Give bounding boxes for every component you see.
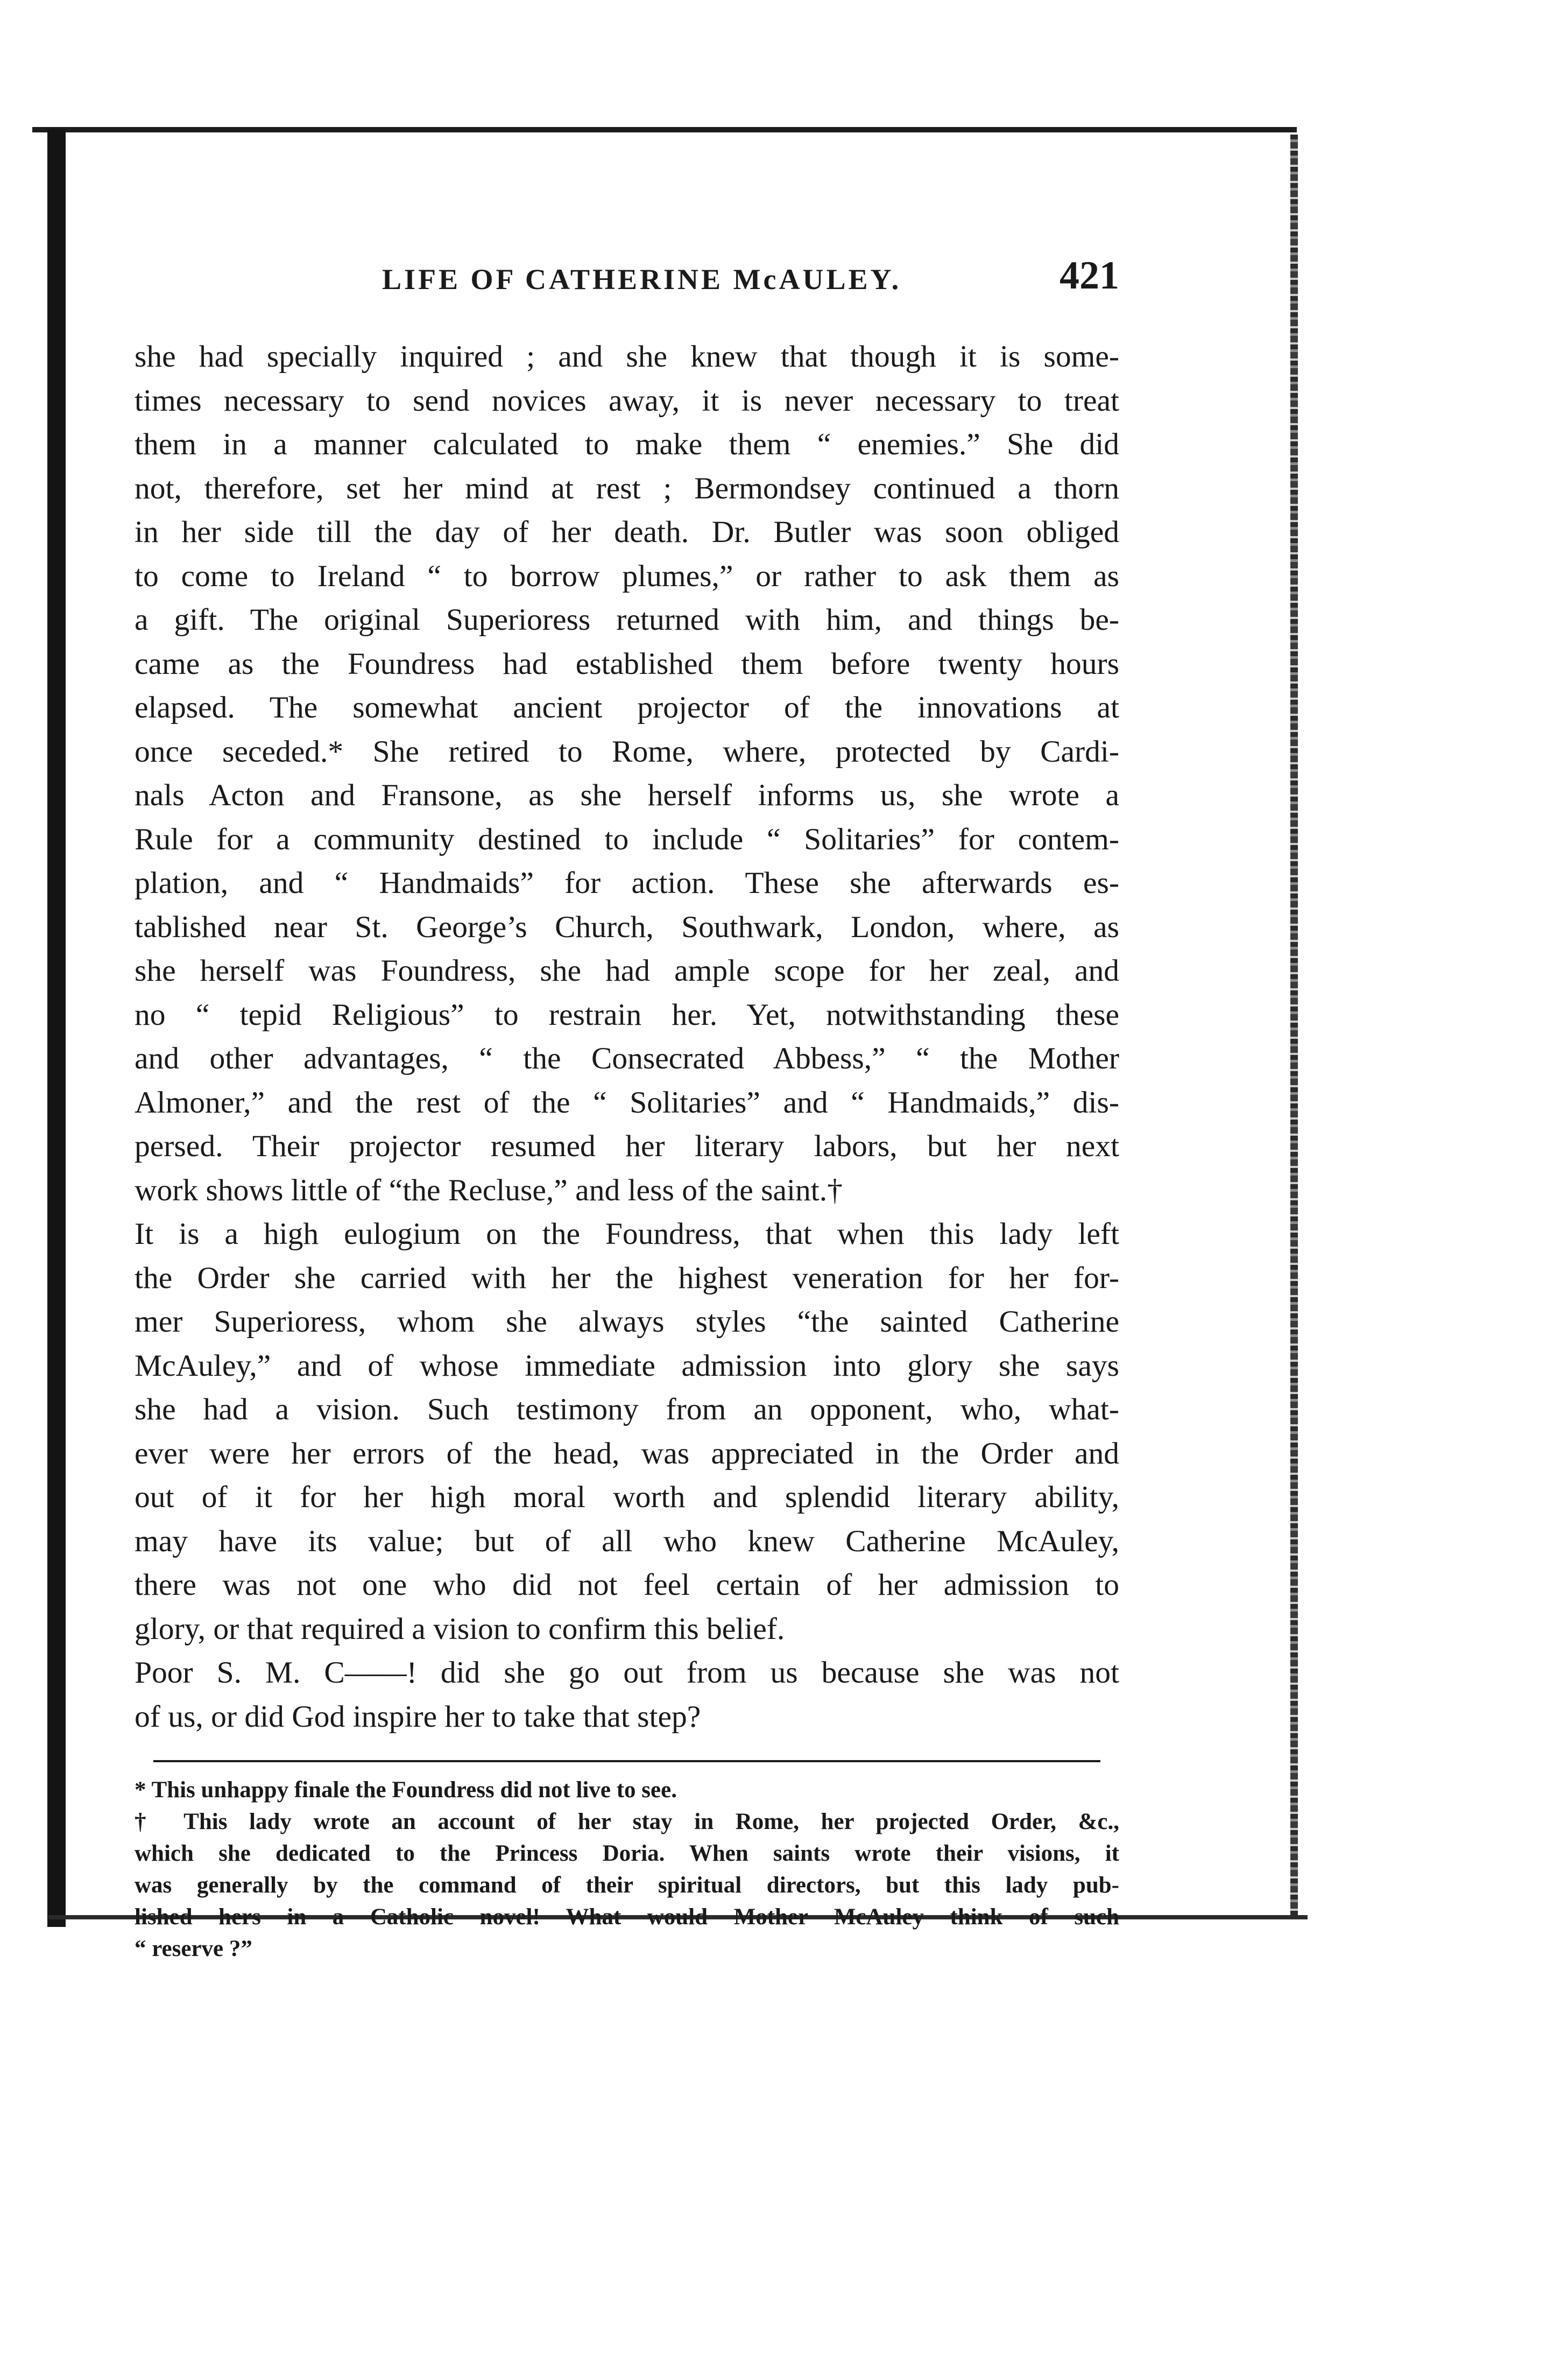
text-line: tablished near St. George’s Church, Southwark, London, where, as [135, 910, 1119, 944]
text-line: glory, or that required a vision to confirm this belief. [135, 1612, 785, 1646]
text-line: Poor S. M. C——! did she go out from us because she was not [135, 1656, 1119, 1690]
text-line: in her side till the day of her death. Dr. Butler was soon obliged [135, 515, 1119, 549]
text-line: It is a high eulogium on the Foundress, that when this lady left [135, 1217, 1119, 1251]
text-line: there was not one who did not feel certain of her admission to [135, 1568, 1119, 1602]
footnote-line: lished hers in a Catholic novel! What would Mother McAuley think of such [135, 1904, 1119, 1930]
text-line: not, therefore, set her mind at rest ; Bermondsey continued a thorn [135, 471, 1119, 505]
text-line: and other advantages, “ the Consecrated Abbess,” “ the Mother [135, 1042, 1119, 1075]
footnote-line: * This unhappy finale the Foundress did not live to see. [135, 1777, 677, 1803]
page-number: 421 [1060, 254, 1119, 298]
footnotes [135, 1774, 1119, 1965]
text-line: persed. Their projector resumed her literary labors, but her next [135, 1129, 1119, 1163]
text-line: out of it for her high moral worth and splendid literary ability, [135, 1480, 1119, 1514]
text-line: no “ tepid Religious” to restrain her. Yet, notwithstanding these [135, 997, 1119, 1032]
running-title: LIFE OF CATHERINE McAULEY. [382, 263, 902, 296]
footnote-line: which she dedicated to the Princess Doria. When saints wrote their visions, it [135, 1841, 1119, 1866]
text-line: she had a vision. Such testimony from an opponent, who, what- [135, 1392, 1119, 1426]
text-line: plation, and “ Handmaids” for action. These she afterwards es- [135, 866, 1119, 900]
text-line: to come to Ireland “ to borrow plumes,” or rather to ask them as [135, 559, 1119, 593]
text-line: she herself was Foundress, she had ample scope for her zeal, and [135, 954, 1119, 988]
text-line: work shows little of “the Recluse,” and less of the saint.† [135, 1173, 843, 1207]
text-line: once seceded.* She retired to Rome, where, protected by Cardi- [135, 734, 1119, 769]
text-line: elapsed. The somewhat ancient projector of the innovations at [135, 691, 1119, 724]
footnote-line: † This lady wrote an account of her stay in Rome, her projected Order, &c., [135, 1809, 1119, 1834]
text-line: a gift. The original Superioress returned with him, and things be- [135, 603, 1119, 637]
text-line: Rule for a community destined to include “ Solitaries” for contem- [135, 822, 1119, 856]
footnote-line: was generally by the command of their spiritual directors, but this lady pub- [135, 1873, 1119, 1898]
text-line: she had specially inquired ; and she knew that though it is some- [135, 340, 1119, 374]
text-line: of us, or did God inspire her to take that step? [135, 1699, 701, 1734]
text-line: times necessary to send novices away, it is never necessary to treat [135, 383, 1119, 418]
text-line: Almoner,” and the rest of the “ Solitaries” and “ Handmaids,” dis- [135, 1085, 1119, 1120]
text-line: the Order she carried with her the highest veneration for her for- [135, 1261, 1119, 1295]
page-header [129, 253, 1119, 307]
scan-page-edge [1290, 135, 1298, 1916]
scan-binding-shadow [47, 129, 66, 1927]
footnote-divider [153, 1760, 1100, 1762]
text-line: them in a manner calculated to make them “ enemies.” She did [135, 427, 1119, 461]
text-line: mer Superioress, whom she always styles “the sainted Catherine [135, 1305, 1119, 1339]
text-line: came as the Foundress had established them before twenty hours [135, 646, 1119, 681]
text-line: McAuley,” and of whose immediate admission into glory she says [135, 1348, 1119, 1383]
scan-top-edge [32, 127, 1297, 132]
text-line: ever were her errors of the head, was appreciated in the Order and [135, 1436, 1119, 1471]
footnote-line: “ reserve ?” [135, 1936, 252, 1961]
body-text [135, 335, 1119, 1739]
text-line: may have its value; but of all who knew Catherine McAuley, [135, 1524, 1119, 1558]
text-line: nals Acton and Fransone, as she herself informs us, she wrote a [135, 778, 1119, 812]
